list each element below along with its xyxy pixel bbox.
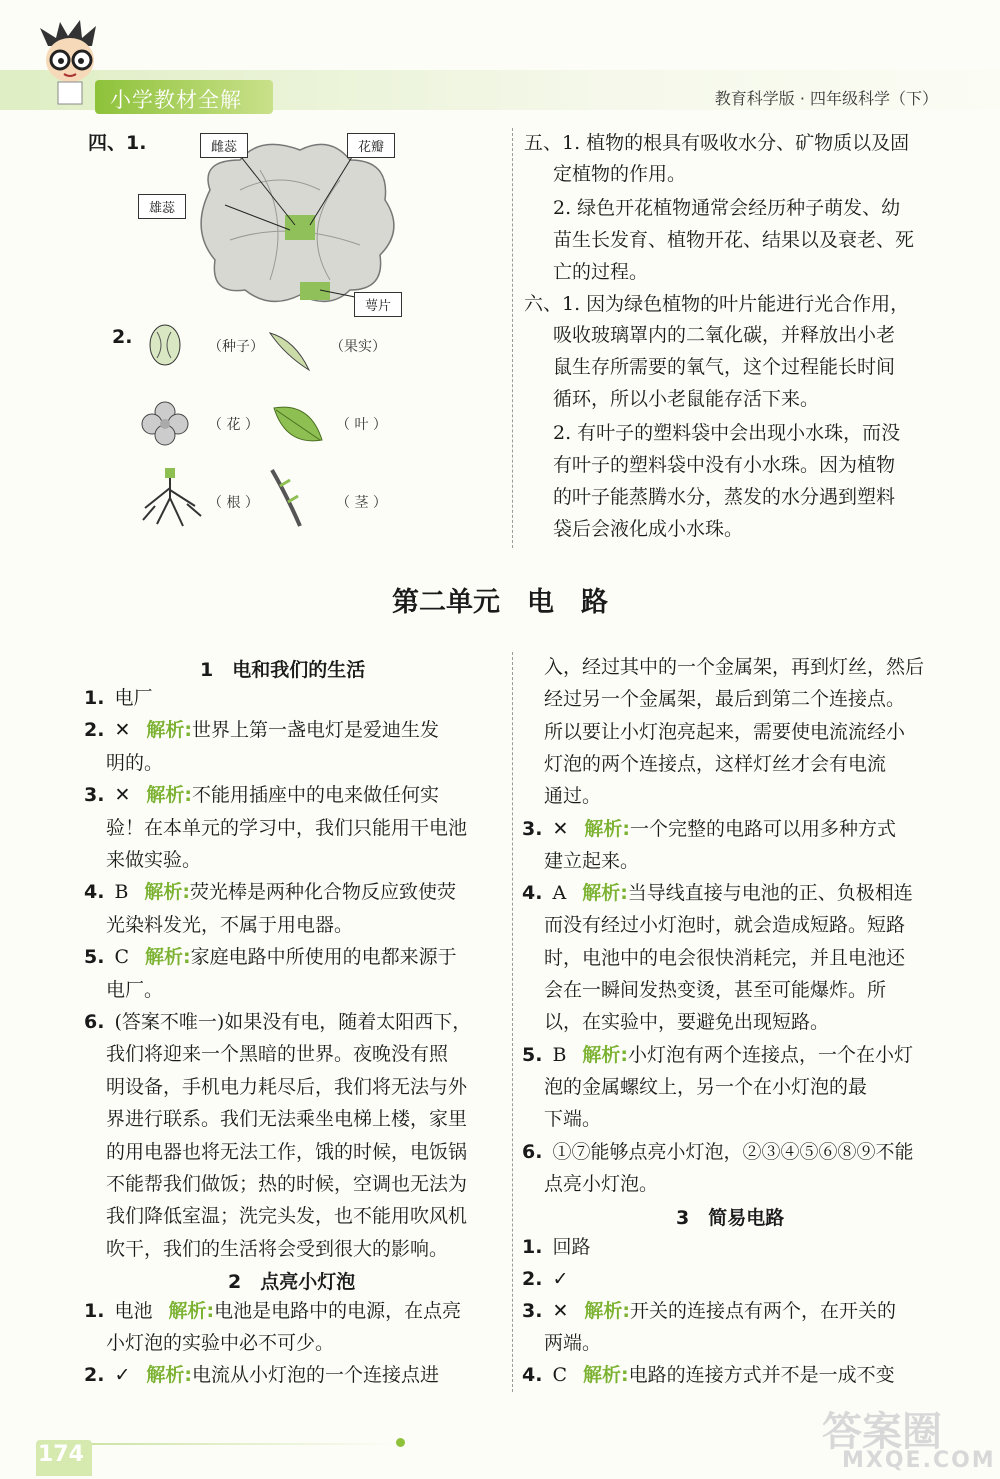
analysis-keyword: 解析: [144, 881, 191, 904]
analysis-keyword: 解析: [582, 1043, 629, 1066]
answer-line [106, 845, 201, 875]
answer-value: ✓ [552, 1268, 569, 1290]
answer-text: 的用电器也将无法工作，饿的时候，电饭锅 [106, 1140, 468, 1163]
label-sepal: 萼片 [354, 292, 402, 317]
answer-text: 验！在本单元的学习中，我们只能用干电池 [106, 816, 468, 839]
answer-text: 以，在实验中，要避免出现短路。 [544, 1011, 830, 1034]
answer-number: 2. [522, 1268, 543, 1290]
analysis-keyword: 解析: [146, 784, 192, 807]
answer-text: 不能帮我们做饭；热的时候，空调也无法为 [106, 1173, 468, 1195]
watermark-logo: 答案圈 [822, 1409, 942, 1455]
answer-text: 所以要让小灯泡亮起来，需要使电流流经小 [544, 720, 906, 743]
answer-line [84, 1360, 439, 1390]
answer-text: 电流从小灯泡的一个连接点进 [191, 1364, 439, 1386]
answer-value: C [552, 1364, 567, 1386]
answer-line [522, 878, 913, 908]
answer-line [544, 1328, 601, 1358]
answer-line [106, 1072, 467, 1102]
analysis-keyword: 解析: [146, 1364, 192, 1386]
answer-text: 荧光棒是两种化合物反应致使荧 [190, 881, 457, 904]
flower-icon [140, 400, 190, 446]
answer-line [544, 1169, 658, 1199]
label-petal: 花瓣 [347, 133, 395, 158]
analysis-keyword: 解析: [584, 817, 630, 840]
answer-text: 灯泡的两个连接点，这样灯丝才会有电流 [544, 752, 887, 775]
answer-number: 4. [522, 882, 543, 905]
q6-line: 六、1. 因为绿色植物的叶片能进行光合作用， [524, 293, 910, 315]
answer-line [84, 715, 439, 745]
answer-line [106, 748, 163, 778]
analysis-keyword: 解析: [168, 1300, 215, 1322]
analysis-keyword: 解析: [582, 882, 628, 905]
label-pistil: 雌蕊 [200, 133, 248, 158]
answer-number: 6. [522, 1140, 543, 1163]
answer-text: 电路的连接方式并不是一成不变 [628, 1364, 895, 1386]
answer-number: 5. [84, 946, 105, 969]
answer-text: 吹干，我们的生活将会受到很大的影响。 [106, 1237, 449, 1260]
label-leaf: （ 叶 ） [336, 417, 387, 433]
answer-text: 建立起来。 [544, 849, 640, 872]
answer-line [106, 975, 163, 1005]
q5-line: 定植物的作用。 [553, 163, 687, 185]
answer-text: 而没有经过小灯泡时，就会造成短路。短路 [544, 914, 906, 937]
stem-icon [262, 466, 312, 530]
answer-text: 世界上第一盏电灯是爱迪生发 [191, 719, 439, 742]
answer-value: 电厂 [114, 687, 153, 709]
answer-line [544, 943, 905, 973]
answer-number: 1. [84, 1300, 105, 1322]
footer-dot [396, 1438, 405, 1447]
answer-text: 两端。 [544, 1332, 602, 1354]
answer-text: 下端。 [544, 1108, 602, 1131]
answer-line [522, 1040, 913, 1070]
answer-number: 4. [84, 881, 105, 904]
q5-line: 苗生长发育、植物开花、结果以及衰老、死 [553, 229, 915, 251]
answer-text: 点亮小灯泡。 [544, 1172, 659, 1195]
book-title: 小学教材全解 [110, 88, 242, 112]
answer-text: 电池是电路中的电源，在点亮 [214, 1300, 462, 1322]
q6-line: 有叶子的塑料袋中没有小水珠。因为植物 [553, 454, 896, 476]
watermark-url: MXQE.COM [842, 1448, 996, 1473]
answer-text: 一个完整的电路可以用多种方式 [629, 817, 896, 840]
answer-value: B [114, 881, 129, 904]
answer-text: 通过。 [544, 785, 602, 808]
answer-text: 电厂。 [106, 978, 164, 1001]
answer-value: 回路 [552, 1236, 591, 1258]
answer-line [84, 683, 162, 713]
answer-value: A [552, 882, 567, 905]
answer-text: 我们降低室温；洗完头发，也不能用吹风机 [106, 1205, 468, 1228]
answer-text: ①⑦能够点亮小灯泡，②③④⑤⑥⑧⑨不能 [552, 1140, 914, 1163]
answer-text: 明设备，手机电力耗尽后，我们将无法与外 [106, 1075, 468, 1098]
answer-line [544, 1104, 601, 1134]
answer-line [522, 814, 896, 844]
answer-line [106, 813, 467, 843]
fruit-icon [265, 325, 315, 375]
label-stem: （ 茎 ） [336, 495, 387, 511]
answer-line [522, 1264, 578, 1294]
answer-text: 时，电池中的电会很快消耗完，并且电池还 [544, 946, 906, 969]
answer-line [544, 652, 924, 682]
answer-line [544, 1072, 867, 1102]
root-icon [135, 468, 205, 528]
bottom-column-divider [512, 652, 513, 1392]
answer-line [544, 781, 601, 811]
answer-value: ✕ [114, 784, 131, 807]
answer-number: 6. [84, 1011, 105, 1033]
answer-line [84, 877, 456, 907]
edition-label: 教育科学版 · 四年级科学（下） [714, 89, 938, 108]
answer-line [106, 1039, 448, 1069]
answer-number: 1. [522, 1236, 543, 1258]
answer-line [522, 1137, 913, 1167]
analysis-keyword: 解析: [145, 946, 191, 969]
lesson1-title: 1 电和我们的生活 [200, 659, 366, 681]
label-root: （ 根 ） [208, 495, 259, 511]
answer-value: ✕ [552, 817, 569, 840]
answer-line [544, 749, 886, 779]
q6-line: 2. 有叶子的塑料袋中会出现小水珠，而没 [553, 422, 901, 444]
answer-line [84, 942, 457, 972]
analysis-keyword: 解析: [584, 1300, 630, 1322]
analysis-keyword: 解析: [583, 1364, 629, 1386]
q6-line: 鼠生存所需要的氧气，这个过程能长时间 [553, 356, 896, 378]
answer-text: 家庭电路中所使用的电都来源于 [190, 946, 457, 969]
answer-line [106, 1104, 467, 1134]
answer-number: 5. [522, 1043, 543, 1066]
answer-text: (答案不唯一)如果没有电，随着太阳西下， [114, 1011, 472, 1033]
answer-text: 开关的连接点有两个，在开关的 [629, 1300, 896, 1322]
answer-value: ✓ [114, 1364, 131, 1386]
page-number: 174 [38, 1442, 84, 1467]
answer-text: 明的。 [106, 751, 164, 774]
answer-value: ✕ [552, 1300, 569, 1322]
analysis-keyword: 解析: [146, 719, 192, 742]
answer-text: 小灯泡的实验中必不可少。 [106, 1332, 335, 1354]
answer-line [106, 1234, 448, 1264]
answer-number: 3. [522, 817, 543, 840]
q6-line: 吸收玻璃罩内的二氧化碳，并释放出小老 [553, 324, 896, 346]
answer-line [106, 1201, 467, 1231]
label-flower: （ 花 ） [208, 417, 259, 433]
answer-number: 1. [84, 687, 105, 709]
answer-line [106, 1137, 467, 1167]
answer-value: B [552, 1043, 567, 1066]
answer-text: 入，经过其中的一个金属架，再到灯丝，然后 [544, 656, 925, 678]
answer-line [522, 1296, 896, 1326]
q6-line: 循环，所以小老鼠能存活下来。 [553, 388, 820, 410]
answer-line [522, 1232, 600, 1262]
q5-line: 2. 绿色开花植物通常会经历种子萌发、幼 [553, 197, 901, 219]
answer-text: 泡的金属螺纹上，另一个在小灯泡的最 [544, 1075, 868, 1098]
answer-line [544, 846, 639, 876]
label-stamen: 雄蕊 [138, 194, 186, 219]
top-column-divider [512, 128, 513, 548]
answer-text: 会在一瞬间发热变烫，甚至可能爆炸。所 [544, 979, 887, 1001]
q6-line: 袋后会液化成小水珠。 [553, 518, 744, 540]
answer-text: 经过另一个金属架，最后到第二个连接点。 [544, 688, 906, 711]
answer-text: 当导线直接与电池的正、负极相连 [627, 882, 913, 905]
answer-line [522, 1360, 895, 1390]
answer-value: ✕ [114, 719, 131, 742]
answer-text: 小灯泡有两个连接点，一个在小灯 [628, 1043, 914, 1066]
unit-title: 第二单元 电 路 [392, 587, 608, 618]
answer-number: 4. [522, 1364, 543, 1386]
answer-text: 光染料发光，不属于用电器。 [106, 913, 354, 936]
answer-number: 2. [84, 1364, 105, 1386]
answer-line [106, 1169, 467, 1199]
answer-line [84, 1007, 471, 1037]
q5-line: 亡的过程。 [553, 261, 649, 283]
lesson3-title: 3 简易电路 [676, 1207, 785, 1229]
q5-line: 五、1. 植物的根具有吸收水分、矿物质以及固 [524, 132, 910, 154]
answer-text: 不能用插座中的电来做任何实 [191, 784, 439, 807]
answer-number: 3. [84, 784, 105, 807]
answer-line [544, 1007, 829, 1037]
q4-label: 四、1. [88, 132, 147, 154]
label-seed: （种子） [208, 339, 264, 355]
label-fruit: （果实） [330, 339, 386, 355]
q4-2-label: 2. [112, 326, 133, 348]
answer-value: C [114, 946, 129, 969]
answer-text: 我们将迎来一个黑暗的世界。夜晚没有照 [106, 1043, 449, 1066]
answer-line [84, 1296, 461, 1326]
answer-number: 3. [522, 1300, 543, 1322]
answer-text: 来做实验。 [106, 849, 202, 871]
answer-number: 2. [84, 719, 105, 742]
q6-line: 的叶子能蒸腾水分，蒸发的水分遇到塑料 [553, 486, 896, 508]
seed-icon [145, 322, 185, 368]
answer-text: 界进行联系。我们无法乘坐电梯上楼，家里 [106, 1108, 468, 1131]
lesson2-title: 2 点亮小灯泡 [228, 1271, 356, 1293]
answer-line [544, 975, 886, 1005]
footer-line [92, 1443, 402, 1445]
answer-line [84, 780, 439, 810]
answer-line [544, 684, 905, 714]
answer-value: 电池 [114, 1300, 153, 1322]
answer-line [106, 910, 353, 940]
leaf-icon [270, 402, 326, 446]
answer-line [544, 717, 905, 747]
answer-line [106, 1328, 334, 1358]
answer-line [544, 910, 905, 940]
